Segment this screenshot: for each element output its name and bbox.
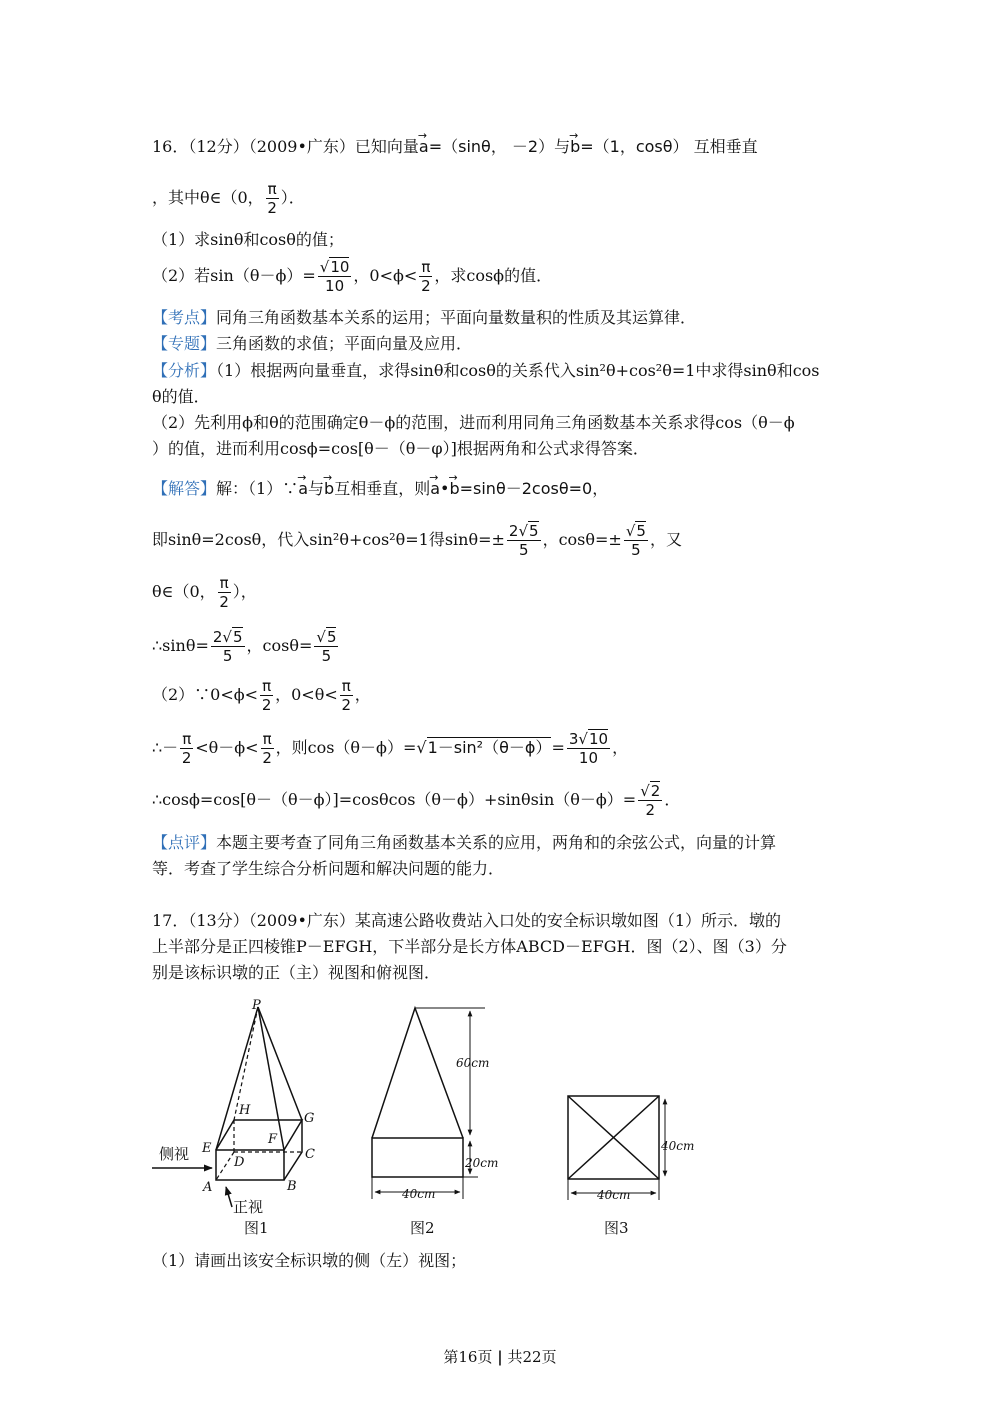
jieda-line1 [152, 478, 608, 500]
jieda5-mid: ，0<θ< [275, 685, 338, 704]
dim-fig3-height-40cm: 40cm [661, 1139, 695, 1153]
q16-part1: （1）求sinθ和cosθ的值； [152, 230, 344, 249]
jieda6-mid: <θ－ϕ< [195, 738, 259, 757]
q16-part2-pre: （2）若sin（θ－ϕ）= [152, 266, 316, 285]
jieda5-pre: （2）∵0<ϕ< [152, 685, 259, 704]
label-B: B [287, 1179, 297, 1194]
page-number: 第16页 [443, 1348, 493, 1366]
coef: 2 [212, 628, 223, 646]
frac-den: 2 [181, 749, 192, 767]
vector-a: → a [430, 478, 440, 500]
q17-line2: 上半部分是正四棱锥P－EFGH，下半部分是长方体ABCD－EFGH．图（2）、图（3）分 [152, 937, 787, 956]
front-view-label: 正视 [233, 1198, 264, 1216]
q16-header: 16．（12分）（2009•广东）已知向量 [152, 137, 419, 156]
jieda1-mid2: 互相垂直，则 [334, 479, 431, 498]
dim-fig3-width-40cm: 40cm [597, 1188, 631, 1202]
radicand: 10 [588, 730, 609, 748]
q16-expr1: =（sinθ， －2）与 [428, 137, 571, 156]
frac-num: 3√10 [568, 730, 609, 748]
pi-over-2-fraction [261, 730, 274, 767]
jieda6-pre: ∴－ [152, 738, 179, 757]
figure2-caption: 图2 [410, 1219, 435, 1237]
figure1-diagram [152, 1007, 302, 1207]
frac-num: π [341, 677, 351, 695]
jieda-line3 [152, 574, 257, 611]
dianping-line2: 等．考查了学生综合分析问题和解决问题的能力． [152, 859, 505, 878]
fenxi-line1 [152, 360, 820, 382]
root5-over-5-fraction [314, 628, 338, 665]
equals: = [551, 738, 565, 757]
q17-line3: 别是该标识墩的正（主）视图和俯视图． [152, 963, 441, 982]
3root10-over-10-fraction [567, 730, 610, 767]
jieda7-text: ∴cosϕ=cos[θ－（θ－ϕ）]=cosθcos（θ－ϕ）+sinθsin（θ－ϕ）= [152, 790, 637, 809]
root5-over-5-fraction [624, 522, 648, 559]
vector-a: → a [419, 136, 429, 158]
coef: 3 [568, 730, 579, 748]
frac-den: 5 [518, 541, 529, 559]
radicand: 2 [650, 782, 661, 800]
frac-num: 2√5 [508, 522, 539, 540]
jieda3-pre: θ∈（0， [152, 582, 216, 601]
radicand: 10 [330, 258, 350, 276]
radicand: 5 [326, 628, 337, 646]
sqrt-expression: 1－sin²（θ－ϕ） [427, 738, 552, 757]
frac-den: 10 [578, 749, 598, 767]
jieda1-post: =sinθ－2cosθ=0， [459, 479, 609, 498]
kaodian-line [152, 307, 696, 329]
dianping-line1 [152, 832, 776, 854]
q17-figures [0, 995, 1000, 1255]
pi-over-2-fraction [218, 574, 231, 611]
jieda5-post: ， [354, 685, 371, 704]
jieda-line6 [152, 730, 628, 767]
jieda-line5 [152, 677, 371, 714]
dim-20cm: 20cm [465, 1156, 499, 1170]
period: ． [664, 790, 681, 809]
q17-line1: 17．（13分）（2009•广东）某高速公路收费站入口处的安全标识墩如图（1）所示．墩的 [152, 911, 782, 930]
q16-part2-post: ，求cosϕ的值． [434, 266, 553, 285]
page-total: 共22页 [507, 1348, 557, 1366]
pi-over-2-fraction [419, 258, 432, 295]
zhuanti-tag: 【专题】 [152, 334, 217, 353]
frac-den: 2 [219, 593, 229, 611]
page-footer [0, 1346, 1000, 1367]
frac-num: π [421, 258, 431, 276]
pi-over-2-fraction [266, 180, 279, 217]
label-F: F [268, 1132, 278, 1147]
jieda2-post: ，又 [649, 530, 682, 549]
pi-over-2-fraction [260, 677, 273, 714]
2root5-over-5-fraction [211, 628, 245, 665]
label-A: A [203, 1180, 213, 1195]
jieda1-pre: 解：（1）∵ [216, 479, 299, 498]
pi-over-2-fraction [180, 730, 193, 767]
frac-den: 2 [341, 696, 352, 714]
label-H: H [239, 1103, 251, 1118]
jieda-line7 [152, 782, 680, 819]
frac-num: π [262, 730, 272, 748]
dianping-text1: 本题主要考查了同角三角函数基本关系的应用，两角和的余弦公式，向量的计算 [216, 833, 777, 852]
comma: ， [612, 738, 629, 757]
jieda6-mid2: ，则cos（θ－ϕ）= [275, 738, 417, 757]
q16-line2-post: ）． [280, 188, 305, 207]
kaodian-tag: 【考点】 [152, 308, 217, 327]
frac-den: 5 [631, 541, 641, 559]
footer-separator: | [497, 1348, 503, 1366]
vector-a: → a [298, 478, 308, 500]
fenxi-tag: 【分析】 [152, 361, 217, 380]
dianping-tag: 【点评】 [152, 833, 217, 852]
frac-den: 2 [267, 199, 277, 217]
q16-stem-line1 [152, 136, 758, 158]
zhuanti-text: 三角函数的求值；平面向量及应用． [216, 334, 473, 353]
jieda-line2 [152, 522, 682, 559]
jieda2-pre: 即sinθ=2cosθ，代入sin²θ+cos²θ=1得sinθ=± [152, 530, 505, 549]
jieda2-mid: ，cosθ=± [542, 530, 622, 549]
radicand: 5 [232, 628, 243, 646]
label-D: D [234, 1155, 245, 1170]
vector-b: → b [570, 136, 580, 158]
frac-num: π [262, 677, 272, 695]
jieda3-post: ）， [232, 582, 257, 601]
jieda1-mid: 与 [308, 479, 325, 498]
frac-num: π [267, 180, 277, 198]
frac-num: √5 [625, 522, 646, 540]
q16-stem-line2 [152, 180, 305, 217]
frac-den: 10 [325, 277, 345, 295]
q16-part2-mid: ，0<ϕ< [353, 266, 418, 285]
side-view-label: 侧视 [159, 1145, 190, 1163]
frac-num: √10 [319, 258, 350, 276]
q16-expr2: =（1，cosθ） 互相垂直 [580, 137, 758, 156]
jieda4-pre: ∴sinθ= [152, 636, 209, 655]
sqrt-sign: √ [416, 738, 427, 757]
frac-num: 2√5 [212, 628, 243, 646]
fenxi-line2: θ的值． [152, 387, 210, 406]
figure2-diagram [372, 1008, 485, 1199]
jieda-tag: 【解答】 [152, 479, 217, 498]
dim-fig2-40cm: 40cm [402, 1187, 436, 1201]
dim-60cm: 60cm [456, 1056, 490, 1070]
frac-den: 2 [645, 801, 656, 819]
frac-num: π [182, 730, 192, 748]
zhuanti-line [152, 333, 472, 355]
figure3-caption: 图3 [604, 1219, 629, 1237]
frac-den: 5 [222, 647, 233, 665]
figure1-caption: 图1 [244, 1219, 269, 1237]
root2-over-2-fraction [638, 782, 662, 819]
q16-line2-pre: ，其中θ∈（0， [152, 188, 264, 207]
frac-num: √5 [316, 628, 337, 646]
fenxi-line3: （2）先利用ϕ和θ的范围确定θ－ϕ的范围，进而利用同角三角函数基本关系求得cos（θ－ϕ [152, 413, 795, 432]
figure3-diagram [568, 1096, 665, 1200]
frac-den: 2 [261, 696, 272, 714]
fenxi-line4: ）的值，进而利用cosϕ=cos[θ－（θ－φ）]根据两角和公式求得答案． [152, 439, 649, 458]
coef: 2 [508, 522, 519, 540]
label-G: G [304, 1111, 315, 1126]
label-E: E [202, 1141, 212, 1156]
2root5-over-5-fraction [507, 522, 541, 559]
frac-num: √2 [640, 782, 661, 800]
label-P: P [252, 998, 261, 1013]
frac-den: 5 [321, 647, 332, 665]
radicand: 5 [529, 522, 539, 540]
kaodian-text: 同角三角函数基本关系的运用；平面向量数量积的性质及其运算律． [216, 308, 697, 327]
pi-over-2-fraction [340, 677, 353, 714]
q16-part2 [152, 258, 552, 295]
frac-den: 2 [421, 277, 431, 295]
q17-sub1: （1）请画出该安全标识墩的侧（左）视图； [152, 1251, 467, 1270]
vector-b: → b [324, 478, 334, 500]
radicand: 5 [636, 522, 646, 540]
fenxi-text1: （1）根据两向量垂直，求得sinθ和cosθ的关系代入sin²θ+cos²θ=1中求得sinθ和cos [216, 361, 820, 380]
jieda-line4 [152, 628, 340, 665]
root10-over-10-fraction [318, 258, 352, 295]
jieda4-mid: ，cosθ= [246, 636, 313, 655]
frac-den: 2 [262, 749, 272, 767]
label-C: C [305, 1147, 315, 1162]
dot-operator: • [440, 479, 450, 498]
frac-num: π [219, 574, 229, 592]
vector-b: → b [449, 478, 459, 500]
